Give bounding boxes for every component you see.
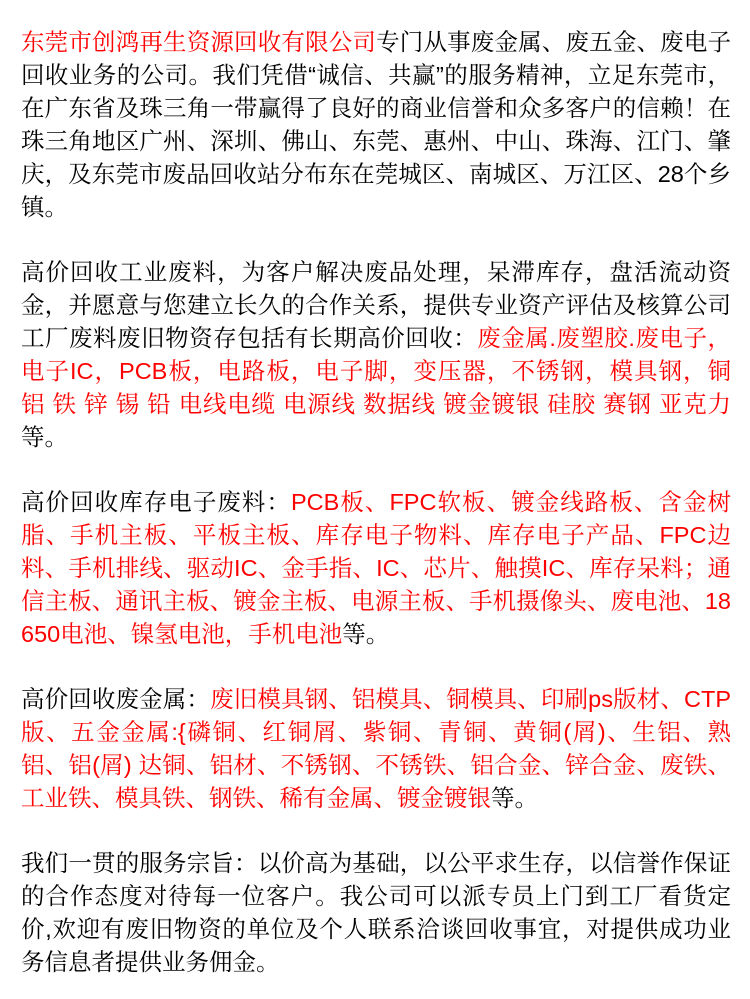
industrial-waste-tail: 等。 — [21, 424, 68, 450]
paragraph-scrap-metal — [21, 683, 731, 815]
company-name: 东莞市创鸿再生资源回收有限公司 — [21, 29, 377, 55]
scrap-metal-items: 废旧模具钢、铝模具、铜模具、印刷ps版材、CTP版、五金金属:{磷铜、红铜屑、紫铜、青铜、黄铜(屑)、生铝、熟铝、铝(屑) 达铜、铝材、不锈钢、不锈铁、铝合金、锌合金、废铁、工业铁、模具铁、钢铁、稀有金属、镀金镀银 — [21, 686, 732, 811]
scrap-metal-lead: 高价回收废金属： — [21, 686, 211, 712]
scrap-metal-tail: 等。 — [491, 785, 538, 811]
industrial-waste-items: 废金属.废塑胶.废电子，电子IC，PCB板，电路板，电子脚，变压器，不锈钢，模具钢，铜 铝 铁 锌 锡 铅 电线电缆 电源线 数据线 镀金镀银 硅胶 赛钢 亚克力 — [21, 325, 731, 417]
electronic-waste-tail: 等。 — [342, 621, 390, 647]
paragraph-industrial-waste — [21, 256, 731, 454]
electronic-waste-lead: 高价回收库存电子废料： — [21, 489, 291, 515]
electronic-waste-items: PCB板、FPC软板、镀金线路板、含金树脂、手机主板、平板主板、库存电子物料、库存电子产品、FPC边料、手机排线、驱动IC、金手指、IC、芯片、触摸IC、库存呆料；通信主板、通讯主板、镀金主板、电源主板、手机摄像头、废电池、18650电池、镍氢电池，手机电池 — [21, 489, 731, 647]
paragraph-service-pledge — [21, 847, 731, 979]
company-intro-text: 专门从事废金属、废五金、废电子回收业务的公司。我们凭借“诚信、共赢”的服务精神，立足东莞市，在广东省及珠三角一带赢得了良好的商业信誉和众多客户的信赖！在珠三角地区广州、深圳、佛山、东莞、惠州、中山、珠海、江门、肇庆，及东莞市废品回收站分布东在莞城区、南城区、万江区、28个乡镇。 — [21, 29, 732, 220]
paragraph-company-intro — [21, 26, 731, 224]
service-pledge-text: 我们一贯的服务宗旨：以价高为基础，以公平求生存，以信誉作保证的合作态度对待每一位客户。我公司可以派专员上门到工厂看货定价,欢迎有废旧物资的单位及个人联系洽谈回收事宜，对提供成功业务信息者提供业务佣金。 — [21, 850, 731, 975]
industrial-waste-lead: 高价回收工业废料，为客户解决废品处理，呆滞库存，盘活流动资金，并愿意与您建立长久的合作关系，提供专业资产评估及核算公司工厂废料废旧物资存包括有长期高价回收： — [21, 259, 731, 351]
paragraph-stock-electronic-waste — [21, 486, 731, 651]
